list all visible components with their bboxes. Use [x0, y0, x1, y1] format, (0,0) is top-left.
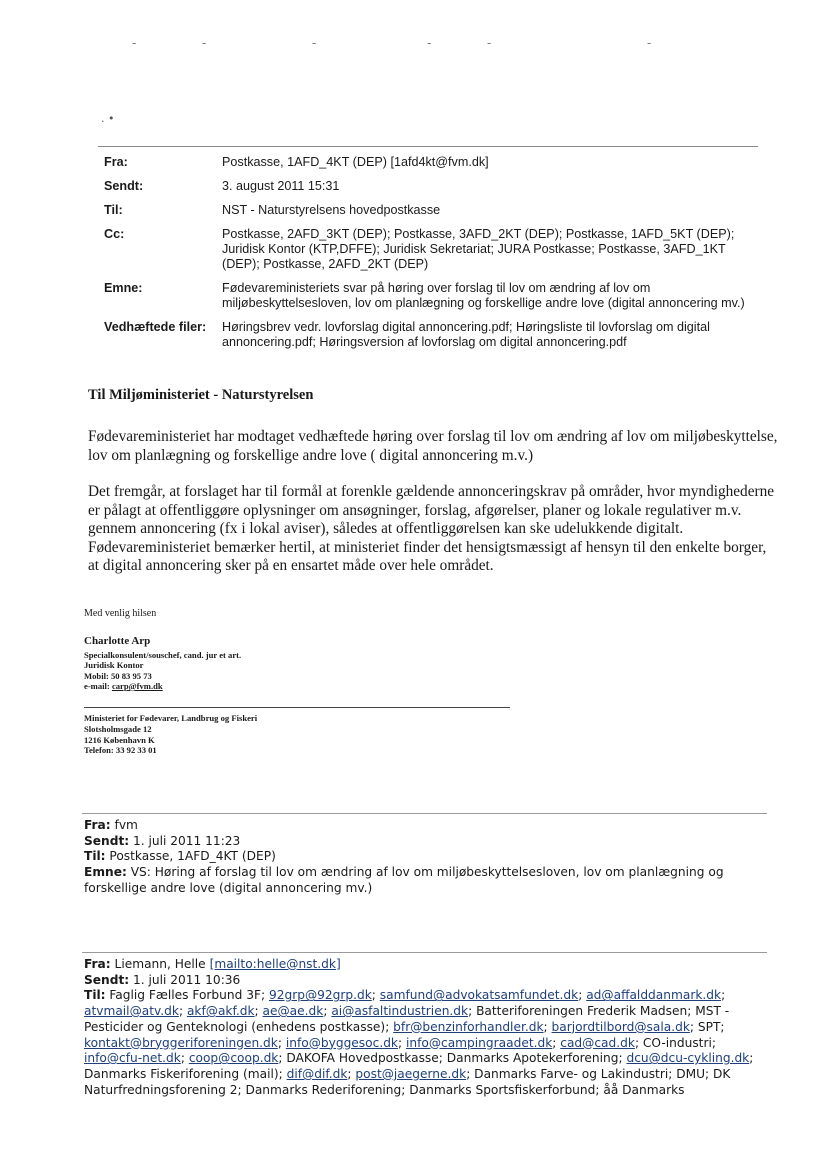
header-to-value: NST - Naturstyrelsens hovedpostkasse [222, 203, 441, 217]
forward1-from-value: fvm [114, 818, 138, 832]
forwarded-header-2 [84, 957, 764, 1098]
recipient-email-link[interactable]: ai@asfaltindustrien.dk [331, 1004, 469, 1019]
header-row-to [104, 203, 764, 218]
forward1-sent-value: 1. juli 2011 11:23 [133, 833, 241, 848]
recipient-email-link[interactable]: atvmail@atv.dk [84, 1004, 179, 1019]
recipient-text: ; [277, 1035, 286, 1050]
signature-email-line [84, 681, 241, 691]
forward1-sent-line [84, 834, 764, 850]
letter-salutation: Til Miljøministeriet - Naturstyrelsen [88, 387, 314, 403]
header-label: Fra: [104, 155, 128, 169]
recipient-text: ; [397, 1035, 406, 1050]
recipient-email-link[interactable]: info@cfu-net.dk [84, 1051, 181, 1066]
recipient-email-link[interactable]: dcu@dcu-cykling.dk [626, 1051, 750, 1066]
recipient-text: ; SPT; [689, 1019, 725, 1034]
forward1-subject-line [84, 865, 764, 896]
recipient-text: ; [254, 1004, 263, 1019]
recipient-email-link[interactable]: samfund@advokatsamfundet.dk [379, 988, 579, 1003]
recipient-email-link[interactable]: akf@akf.dk [186, 1004, 255, 1019]
header-row-from [104, 155, 764, 170]
signature-office: Juridisk Kontor [84, 660, 144, 671]
forward-label: Til: [84, 988, 106, 1003]
forward2-sent-value: 1. juli 2011 10:36 [133, 972, 241, 987]
forward1-to-line [84, 849, 764, 865]
recipient-email-link[interactable]: info@campingraadet.dk [405, 1035, 553, 1050]
letter-paragraph: Fødevareministeriet har modtaget vedhæftede høring over forslag til lov om ændring af lov om miljøbeskyttelse, lov om planlægning og forskellige andre love ( digital annoncering m.v.) [88, 428, 778, 464]
recipient-text: ; [178, 1004, 187, 1019]
signature-ministry: Ministeriet for Fødevarer, Landbrug og Fiskeri [84, 713, 258, 723]
recipient-text: ; [543, 1019, 552, 1034]
header-row-subject [104, 281, 764, 311]
recipient-email-link[interactable]: ae@ae.dk [262, 1004, 324, 1019]
header-label: Sendt: [104, 179, 144, 193]
signature-mobile: Mobil: 50 83 95 73 [84, 670, 152, 681]
header-row-sent [104, 179, 764, 194]
signature-email-label: e-mail: [84, 680, 110, 691]
forward-divider [82, 813, 767, 814]
forward2-recipient-list [84, 988, 753, 1096]
signature-details [84, 650, 241, 691]
recipient-email-link[interactable]: post@jaegerne.dk [355, 1066, 467, 1081]
forward1-subject-value: VS: Høring af forslag til lov om ændring af lov om miljøbeskyttelsesloven, lov om planlægning og forskellige andre love (digital annoncering mv.) [84, 865, 724, 895]
scan-speck: - [132, 36, 137, 50]
recipient-email-link[interactable]: coop@coop.dk [188, 1051, 279, 1066]
header-label: Emne: [104, 281, 143, 295]
signature-email-link[interactable]: carp@fvm.dk [111, 680, 163, 691]
header-subject-value: Fødevareministeriets svar på høring over forslag til lov om ændring af lov om miljøbeskyttelsesloven, lov om planlægning og forskellige andre love (digital annoncering mv.) [222, 281, 745, 310]
forward-label: Til: [84, 849, 106, 864]
letter-paragraph: Det fremgår, at forslaget har til formål at forenkle gældende annonceringskrav på områder, hvor myndighederne er pålagt at offentliggøre oplysninger om ansøgninger, forslag, afgørelser, planer og lokale regulativer m.v. gennem annoncering (fx i lokal aviser), således at offentliggørelsen kan ske udelukkende digitalt. Fødevareministeriet bemærker hertil, at ministeriet finder det hensigtsmæssigt af hensyn til den enkelte borger, at digital annoncering sker på en ensartet måde over hele området. [88, 483, 775, 574]
forward2-sent-line [84, 973, 764, 989]
recipient-email-link[interactable]: kontakt@bryggeriforeningen.dk [84, 1035, 278, 1050]
forward2-from-name: Liemann, Helle [114, 957, 206, 971]
recipient-text: ; [323, 1004, 332, 1019]
scan-dots: . • [101, 112, 115, 125]
header-from-value: Postkasse, 1AFD_4KT (DEP) [1afd4kt@fvm.dk] [222, 155, 489, 169]
header-attachments-value: Høringsbrev vedr. lovforslag digital annoncering.pdf; Høringsliste til lovforslag om digital annoncering.pdf; Høringsversion af lovforslag om digital annoncering.pdf [222, 320, 710, 349]
recipient-email-link[interactable]: barjordtilbord@sala.dk [551, 1019, 690, 1034]
header-row-attachments [104, 320, 764, 350]
forward-label: Emne: [84, 865, 127, 880]
signature-street: Slotsholmsgade 12 [84, 723, 152, 734]
forward1-from-line [84, 818, 764, 834]
forward1-to-value: Postkasse, 1AFD_4KT (DEP) [109, 849, 276, 864]
email-header [104, 155, 764, 359]
signature-greeting: Med venlig hilsen [84, 608, 157, 619]
scan-speck: - [647, 36, 652, 50]
recipient-text: ; CO-industri; [634, 1035, 716, 1050]
forwarded-header-1 [84, 818, 764, 897]
forward-label: Sendt: [84, 972, 130, 987]
signature-name: Charlotte Arp [84, 635, 151, 647]
recipient-text: ; DAKOFA Hovedpostkasse; Danmarks Apotekerforening; [278, 1051, 627, 1066]
forward-label: Sendt: [84, 833, 130, 848]
scan-speck: - [427, 36, 432, 50]
header-row-cc [104, 227, 764, 272]
recipient-email-link[interactable]: cad@cad.dk [560, 1035, 635, 1050]
recipient-text: ; [347, 1066, 356, 1081]
scan-speck: - [487, 36, 492, 50]
forward2-mailto-link[interactable]: [mailto:helle@nst.dk] [209, 957, 341, 971]
forward-label: Fra: [84, 818, 111, 832]
recipient-text: ; [578, 988, 587, 1003]
recipient-text: ; [721, 988, 726, 1003]
header-label: Vedhæftede filer: [104, 320, 207, 334]
recipient-text: ; Danmarks Farve- og Lakindustri; DMU; DK Naturfredningsforening 2; Danmarks Rederiforening; Danmarks Sportsfiskerforbund; åå Danmarks [84, 1066, 731, 1097]
signature-title: Specialkonsulent/souschef, cand. jur et art. [84, 650, 242, 660]
recipient-email-link[interactable]: bfr@benzinforhandler.dk [393, 1019, 544, 1034]
header-label: Til: [104, 203, 123, 217]
recipient-text: ; [371, 988, 380, 1003]
recipient-text: ; Danmarks Fiskeriforening (mail); [84, 1051, 754, 1081]
header-divider [98, 146, 758, 147]
forward2-from-line [84, 957, 764, 973]
scan-speck: - [312, 36, 317, 50]
recipient-email-link[interactable]: ad@affalddanmark.dk [586, 988, 722, 1003]
forward-divider [82, 952, 767, 953]
recipient-text: ; [552, 1035, 561, 1050]
recipient-email-link[interactable]: 92grp@92grp.dk [268, 988, 372, 1003]
signature-divider [84, 707, 510, 708]
recipient-text: ; [180, 1051, 189, 1066]
forward2-to-line [84, 988, 764, 1098]
recipient-email-link[interactable]: info@byggesoc.dk [285, 1035, 398, 1050]
scan-speck: - [202, 36, 207, 50]
recipient-email-link[interactable]: dif@dif.dk [286, 1066, 348, 1081]
recipient-text: Faglig Fælles Forbund 3F; [109, 988, 269, 1003]
header-sent-value: 3. august 2011 15:31 [222, 179, 340, 193]
recipient-text: ; Batteriforeningen Frederik Madsen; MST - Pesticider og Genteknologi (enhedens postkasse); [84, 1004, 730, 1034]
forward-label: Fra: [84, 957, 111, 971]
signature-phone: Telefon: 33 92 33 01 [84, 745, 157, 756]
signature-city: 1216 København K [84, 734, 155, 745]
header-cc-value: Postkasse, 2AFD_3KT (DEP); Postkasse, 3AFD_2KT (DEP); Postkasse, 1AFD_5KT (DEP); Juridisk Kontor (KTP,DFFE); Juridisk Sekretariat; JURA Postkasse; Postkasse, 3AFD_1KT (DEP); Postkasse, 2AFD_2KT (DEP) [222, 227, 735, 271]
signature-address [84, 713, 257, 756]
header-label: Cc: [104, 227, 125, 241]
